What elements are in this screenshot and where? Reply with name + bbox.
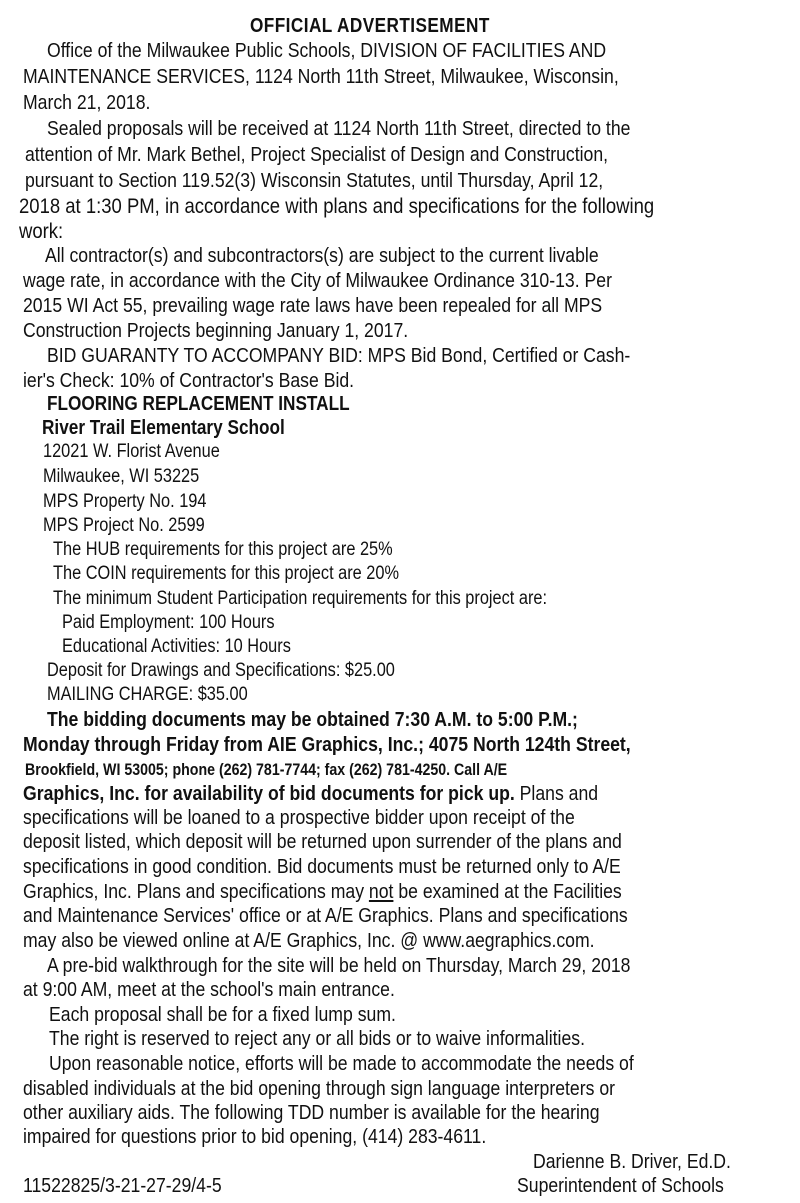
wage-line-2: wage rate, in accordance with the City of Milwaukee Ordinance 310-13. Per <box>23 269 612 292</box>
hub-requirement: The HUB requirements for this project are 25% <box>53 539 393 560</box>
school-name: River Trail Elementary School <box>42 417 285 439</box>
bidding-line-1: The bidding documents may be obtained 7:30 A.M. to 5:00 P.M.; <box>47 708 578 731</box>
lump-sum-note: Each proposal shall be for a fixed lump sum. <box>49 1003 396 1026</box>
guaranty-line-1: BID GUARANTY TO ACCOMPANY BID: MPS Bid Bond, Certified or Cash- <box>47 344 631 367</box>
bidding-line-3: Brookfield, WI 53005; phone (262) 781-7744; fax (262) 781-4250. Call A/E <box>25 761 508 779</box>
accommodation-line-2: disabled individuals at the bid opening through sign language interpreters or <box>23 1077 616 1100</box>
wage-line-3: 2015 WI Act 55, prevailing wage rate laws have been repealed for all MPS <box>23 294 603 317</box>
walkthrough-line-2: at 9:00 AM, meet at the school's main entrance. <box>23 978 395 1001</box>
document-title: OFFICIAL ADVERTISEMENT <box>250 15 490 37</box>
line8-post: be examined at the Facilities <box>393 880 622 903</box>
project-number: MPS Project No. 2599 <box>43 515 205 536</box>
right-reserved-note: The right is reserved to reject any or all bids or to waive informalities. <box>49 1027 585 1050</box>
signature-name: Darienne B. Driver, Ed.D. <box>533 1150 731 1173</box>
proposal-line-2: attention of Mr. Mark Bethel, Project Specialist of Design and Construction, <box>25 143 609 166</box>
paid-employment: Paid Employment: 100 Hours <box>62 612 275 633</box>
plans-and: Plans and <box>514 782 599 805</box>
reference-code: 11522825/3-21-27-29/4-5 <box>23 1174 222 1197</box>
signature-title: Superintendent of Schools <box>517 1174 724 1197</box>
school-city: Milwaukee, WI 53225 <box>43 466 200 487</box>
bidding-line-6: deposit listed, which deposit will be returned upon surrender of the plans and <box>23 830 622 853</box>
bidding-line-5: specifications will be loaned to a prospective bidder upon receipt of the <box>23 806 575 829</box>
underlined-not: not <box>368 880 394 903</box>
bidding-line-4 <box>23 782 598 806</box>
project-heading: FLOORING REPLACEMENT INSTALL <box>47 393 350 415</box>
line8-pre: Graphics, Inc. Plans and specifications may <box>23 880 369 903</box>
educational-activities: Educational Activities: 10 Hours <box>62 636 291 657</box>
bidding-line-7: specifications in good condition. Bid documents must be returned only to A/E <box>23 855 621 878</box>
guaranty-line-2: ier's Check: 10% of Contractor's Base Bid. <box>23 369 355 392</box>
office-line-1: Office of the Milwaukee Public Schools, DIVISION OF FACILITIES AND <box>47 39 607 62</box>
accommodation-line-1: Upon reasonable notice, efforts will be made to accommodate the needs of <box>49 1052 634 1075</box>
school-address: 12021 W. Florist Avenue <box>43 441 220 462</box>
deposit-amount: Deposit for Drawings and Specifications: $25.00 <box>47 660 395 681</box>
property-number: MPS Property No. 194 <box>43 491 207 512</box>
student-participation: The minimum Student Participation requirements for this project are: <box>53 588 548 609</box>
bidding-line-2: Monday through Friday from AIE Graphics, Inc.; 4075 North 124th Street, <box>23 733 631 756</box>
proposal-line-1: Sealed proposals will be received at 1124 North 11th Street, directed to the <box>47 117 631 140</box>
accommodation-line-4: impaired for questions prior to bid opening, (414) 283-4611. <box>23 1125 487 1148</box>
coin-requirement: The COIN requirements for this project are 20% <box>53 563 400 584</box>
bidding-line-10: may also be viewed online at A/E Graphics, Inc. @ www.aegraphics.com. <box>23 929 595 952</box>
accommodation-line-3: other auxiliary aids. The following TDD number is available for the hearing <box>23 1101 600 1124</box>
wage-line-4: Construction Projects beginning January 1, 2017. <box>23 319 409 342</box>
proposal-line-3: pursuant to Section 119.52(3) Wisconsin Statutes, until Thursday, April 12, <box>25 169 604 192</box>
bidding-line-8 <box>23 880 622 904</box>
office-line-3: March 21, 2018. <box>23 91 151 114</box>
proposal-line-4: 2018 at 1:30 PM, in accordance with plans and specifications for the following <box>19 194 655 218</box>
proposal-line-5: work: <box>19 219 64 243</box>
bidding-line-9: and Maintenance Services' office or at A/E Graphics. Plans and specifications <box>23 904 628 927</box>
walkthrough-line-1: A pre-bid walkthrough for the site will be held on Thursday, March 29, 2018 <box>47 954 631 977</box>
mailing-charge: MAILING CHARGE: $35.00 <box>47 684 248 705</box>
office-line-2: MAINTENANCE SERVICES, 1124 North 11th Street, Milwaukee, Wisconsin, <box>23 65 619 88</box>
wage-line-1: All contractor(s) and subcontractors(s) are subject to the current livable <box>45 244 599 267</box>
pickup-notice: Graphics, Inc. for availability of bid documents for pick up. <box>23 782 515 805</box>
